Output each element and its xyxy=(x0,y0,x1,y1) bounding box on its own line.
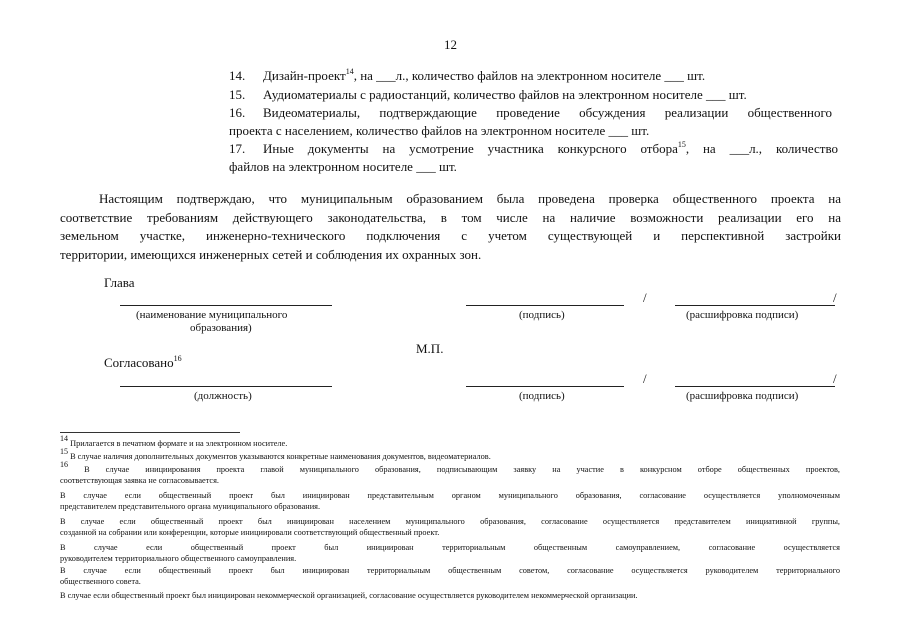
position-line[interactable] xyxy=(120,386,332,387)
footnote-line: В случае если общественный проект был инициирован территориальным общественным самоуправлением, согласование осуществляется xyxy=(60,543,840,552)
footnote-16-population xyxy=(60,516,840,538)
caption-municipality-continued: образования) xyxy=(190,322,252,334)
list-item-16-continued: проекта с населением, количество файлов на электронном носителе ___ шт. xyxy=(229,123,650,138)
list-item-number: 14. xyxy=(229,68,246,83)
list-item-text: Дизайн-проект xyxy=(263,68,346,83)
list-item-17-continued: файлов на электронном носителе ___ шт. xyxy=(229,159,457,174)
agreed-label xyxy=(104,354,182,372)
separator-slash: / xyxy=(833,371,837,386)
head-decode-line[interactable] xyxy=(675,305,835,306)
agreed-signature-line[interactable] xyxy=(466,386,624,387)
agreed-text: Согласовано xyxy=(104,355,174,370)
caption-signature: (подпись) xyxy=(519,309,565,321)
footnote-line: руководителем территориального общественного самоуправления. xyxy=(60,554,297,564)
footnote-14 xyxy=(60,434,840,449)
list-item-text: Иные документы на усмотрение участника конкурсного отбора xyxy=(263,141,678,156)
list-item-text: , на ___л., количество xyxy=(685,141,838,156)
list-item-text: Аудиоматериалы с радиостанций, количество файлов на электронном носителе ___ шт. xyxy=(263,87,747,102)
agreed-decode-line[interactable] xyxy=(675,386,835,387)
footnote-16-tos xyxy=(60,542,840,564)
footnote-16-council xyxy=(60,565,840,587)
footnote-line: $^{16}$ В случае инициирования проекта главой муниципального образования, подписывающим заявку на участие в конкурсном отборе общественных проектов, xyxy=(60,460,840,474)
caption-municipality: (наименование муниципального xyxy=(136,309,288,321)
stamp-place: М.П. xyxy=(416,341,444,356)
confirmation-line: соответствие требованиям действующего законодательства, в том числе на наличие возможности реализации его на xyxy=(60,209,841,225)
list-item-number: 15. xyxy=(229,87,246,102)
footnote-number: 14 xyxy=(60,434,68,444)
caption-decode: (расшифровка подписи) xyxy=(686,309,799,321)
footnote-line: общественного совета. xyxy=(60,577,141,587)
list-item-16 xyxy=(229,104,832,122)
list-item-17 xyxy=(229,140,838,158)
footnote-text: Прилагается в печатном формате и на электронном носителе. xyxy=(70,439,288,448)
footnote-ref: 16 xyxy=(173,353,182,363)
footnote-15 xyxy=(60,447,840,462)
confirmation-line: территории, имеющихся инженерных сетей и соблюдения их охранных зон. xyxy=(60,246,482,262)
footnote-line: В случае если общественный проект был инициирован представительным органом муниципального образования, согласование осуществляется уполномоченным xyxy=(60,491,840,500)
footnote-line: В случае если общественный проект был инициирован некоммерческой организацией, согласование осуществляется руководителем некоммерческой организации. xyxy=(60,591,638,600)
caption-decode: (расшифровка подписи) xyxy=(686,390,799,402)
list-item-number: 17. xyxy=(229,141,246,156)
separator-slash: / xyxy=(643,371,647,386)
separator-slash: / xyxy=(833,290,837,305)
confirmation-line: Настоящим подтверждаю, что муниципальным образованием была проведена проверка общественного проекта на xyxy=(99,191,841,206)
list-item-number: 16. xyxy=(229,105,246,120)
list-item-14 xyxy=(229,67,705,85)
head-label: Глава xyxy=(104,275,135,290)
page-number: 12 xyxy=(444,37,457,52)
caption-signature: (подпись) xyxy=(519,390,565,402)
head-signature-line[interactable] xyxy=(466,305,624,306)
municipality-name-line[interactable] xyxy=(120,305,332,306)
footnote-16 xyxy=(60,460,840,486)
footnote-line: В случае если общественный проект был инициирован населением муниципального образования, согласование осуществляется представителем инициативной группы, xyxy=(60,517,840,526)
confirmation-paragraph xyxy=(60,190,841,264)
list-item-text: Видеоматериалы, подтверждающие проведение обсуждения реализации общественного xyxy=(263,105,832,120)
footnote-separator xyxy=(60,432,240,433)
footnote-line: созданной на собрании или конференции, которые инициировали соответствующий общественный проект. xyxy=(60,528,440,538)
footnote-number: 15 xyxy=(60,447,68,457)
footnote-16-nonprofit xyxy=(60,590,840,601)
caption-position: (должность) xyxy=(194,390,252,402)
footnote-line: соответствующая заявка не согласовывается. xyxy=(60,476,220,486)
list-item-15 xyxy=(229,86,747,104)
footnote-text: В случае наличия дополнительных документов указываются конкретные наименования документов, видеоматериалов. xyxy=(70,452,491,461)
footnote-ref: 15 xyxy=(677,139,686,149)
list-item-text: , на ___л., количество файлов на электронном носителе ___ шт. xyxy=(353,68,706,83)
footnote-line: В случае если общественный проект был инициирован территориальным общественным советом, согласование осуществляется руководителем территориального xyxy=(60,566,840,575)
footnote-16-representative-body xyxy=(60,490,840,512)
footnote-line: представителем представительного органа муниципального образования. xyxy=(60,502,321,512)
footnote-number: 16 xyxy=(60,460,68,470)
footnote-ref: 14 xyxy=(345,66,354,76)
confirmation-line: земельном участке, инженерно-технического подключения с учетом существующей и перспективной застройки xyxy=(60,228,841,243)
separator-slash: / xyxy=(643,290,647,305)
